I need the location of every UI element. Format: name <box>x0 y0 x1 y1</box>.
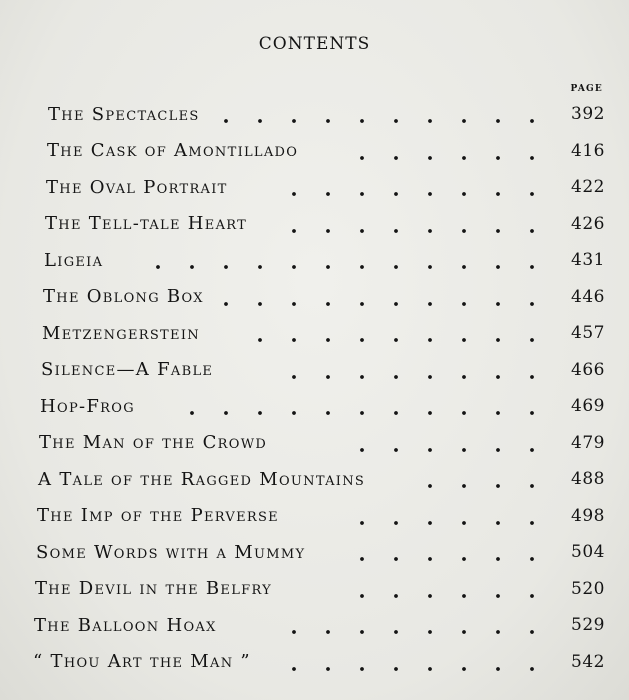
entry-page-number: 520 <box>571 578 605 599</box>
dot-leader <box>330 445 549 455</box>
contents-heading: CONTENTS <box>258 34 371 54</box>
contents-entry <box>0 206 629 243</box>
entry-page-number: 426 <box>571 213 605 234</box>
contents-entry <box>0 571 629 608</box>
entry-page-number: 479 <box>571 432 605 453</box>
entry-title: The Imp of the Perverse <box>37 505 279 527</box>
contents-entry <box>0 644 629 681</box>
contents-entry <box>0 169 629 206</box>
entry-page-number: 466 <box>571 359 605 380</box>
contents-entry <box>0 279 629 316</box>
entry-title: The Devil in the Belfry <box>35 578 273 600</box>
entry-title: The Cask of Amontillado <box>47 140 299 162</box>
entry-title: Some Words with a Mummy <box>36 541 306 563</box>
entry-title: The Oblong Box <box>43 286 204 308</box>
dot-leader <box>180 408 549 418</box>
dot-leader <box>282 226 549 236</box>
dot-leader <box>336 153 549 163</box>
entry-title: The Man of the Crowd <box>39 432 268 454</box>
entry-title: Ligeia <box>44 249 104 271</box>
dot-leader <box>232 335 549 345</box>
contents-entry <box>0 388 629 425</box>
entry-page-number: 392 <box>571 104 605 125</box>
entry-page-number: 504 <box>571 542 605 563</box>
entry-title: The Balloon Hoax <box>34 614 217 636</box>
dot-leader <box>210 116 549 126</box>
entry-page-number: 422 <box>571 177 605 198</box>
entry-page-number: 469 <box>571 396 605 417</box>
dot-leader <box>330 518 549 528</box>
dot-leader <box>280 372 549 382</box>
entry-title: Hop-Frog <box>40 395 135 417</box>
dot-leader <box>222 299 549 309</box>
entry-page-number: 457 <box>571 323 605 344</box>
contents-entry <box>0 315 629 352</box>
entry-title: Metzengerstein <box>42 322 200 344</box>
entry-title: A Tale of the Ragged Mountains <box>38 468 366 490</box>
dot-leader <box>132 262 549 272</box>
entry-page-number: 488 <box>571 469 605 490</box>
contents-list <box>0 96 629 680</box>
contents-entry <box>0 534 629 571</box>
contents-entry <box>0 461 629 498</box>
contents-entry <box>0 96 629 133</box>
dot-leader <box>350 554 549 564</box>
entry-page-number: 446 <box>571 286 605 307</box>
contents-entry <box>0 498 629 535</box>
entry-title: The Oval Portrait <box>46 176 228 198</box>
entry-title: “ Thou Art the Man ” <box>33 651 251 673</box>
dot-leader <box>262 627 549 637</box>
dot-leader <box>290 664 549 674</box>
entry-page-number: 431 <box>571 250 605 271</box>
contents-entry <box>0 352 629 389</box>
entry-page-number: 529 <box>571 615 605 636</box>
dot-leader <box>420 481 549 491</box>
entry-page-number: 416 <box>571 140 605 161</box>
dot-leader <box>280 189 549 199</box>
contents-entry <box>0 607 629 644</box>
entry-page-number: 542 <box>571 651 605 672</box>
page-column-label: PAGE <box>570 84 603 94</box>
contents-entry <box>0 425 629 462</box>
dot-leader <box>334 591 549 601</box>
entry-page-number: 498 <box>571 505 605 526</box>
contents-entry <box>0 242 629 279</box>
contents-entry <box>0 133 629 170</box>
entry-title: Silence—A Fable <box>41 359 214 381</box>
entry-title: The Spectacles <box>48 103 200 125</box>
entry-title: The Tell-tale Heart <box>45 213 248 235</box>
